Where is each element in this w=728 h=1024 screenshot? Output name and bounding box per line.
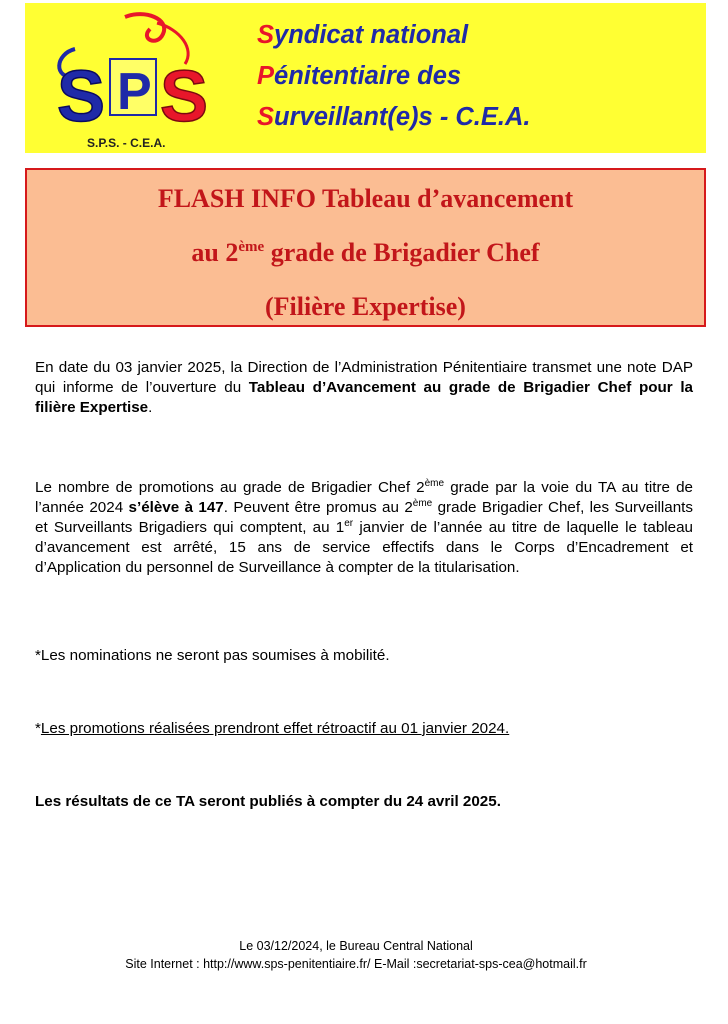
paragraph-mobility-note: *Les nominations ne seront pas soumises à mobilité. [35,647,390,664]
organization-name [257,15,531,138]
sps-logo-icon [45,9,230,134]
flash-title-line-1: FLASH INFO Tableau d’avancement [157,184,574,213]
paragraph-promotions: Le nombre de promotions au grade de Brigadier Chef 2ème grade par la voie du TA au titre de l’année 2024 s’élève à 147. Peuvent être promus au 2ème grade Brigadier Chef, les Surveillants et Surveillants Brigadiers qui comptent, au 1er janvier de l’année au titre de laquelle le tableau d’avancement est arrêté, 15 ans de service effectifs dans le Corps d’Encadrement et d’Application du personnel de Surveillance à compter de la titularisation. [35,478,693,576]
svg-text:S: S [160,57,209,134]
org-line-3: Surveillant(e)s - C.E.A. [257,103,531,131]
footer-signature: Le 03/12/2024, le Bureau Central National [239,939,473,953]
logo-caption: S.P.S. - C.E.A. [87,136,166,150]
svg-text:S: S [57,57,106,134]
sps-logo [45,9,230,149]
footer-contact: Site Internet : http://www.sps-penitentiaire.fr/ E-Mail :secretariat-sps-cea@hotmail.fr [125,957,587,971]
paragraph-announcement: En date du 03 janvier 2025, la Direction de l’Administration Pénitentiaire transmet une note DAP qui informe de l’ouverture du Tableau d’Avancement au grade de Brigadier Chef pour la filière Expertise. [35,359,693,416]
svg-text:P: P [117,63,152,121]
flash-info-title-box [25,168,706,327]
paragraph-results-date: Les résultats de ce TA seront publiés à compter du 24 avril 2025. [35,793,501,810]
flash-title-line-2: au 2ème grade de Brigadier Chef [191,238,540,267]
flash-title-line-3: (Filière Expertise) [265,292,466,321]
org-line-2: Pénitentiaire des [257,62,462,90]
org-line-1: Syndicat national [257,21,469,49]
header-banner [25,3,706,153]
paragraph-retroactive-note: *Les promotions réalisées prendront effet rétroactif au 01 janvier 2024. [35,720,510,737]
